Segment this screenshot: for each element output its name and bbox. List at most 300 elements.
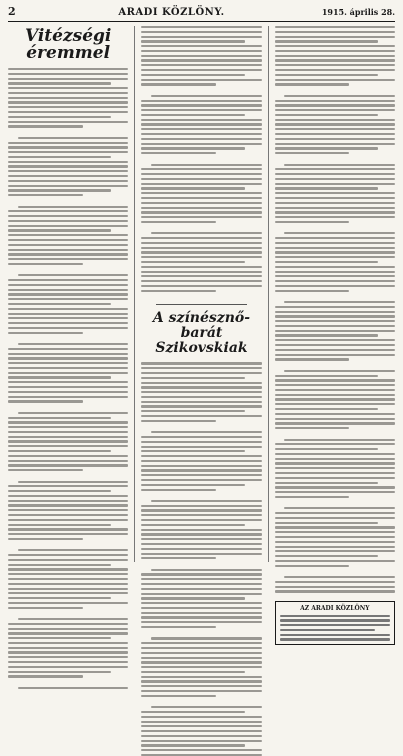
- text-line: [141, 735, 261, 737]
- paper-title: ARADI KÖZLÖNY.: [118, 7, 225, 18]
- text-line: [275, 590, 395, 592]
- paragraph-gap: [141, 631, 261, 635]
- text-line: [141, 519, 261, 521]
- text-line: [141, 489, 216, 491]
- text-line: [275, 344, 395, 346]
- text-line: [141, 529, 261, 531]
- text-line: [275, 40, 378, 42]
- article-divider: [156, 304, 247, 305]
- text-line: [8, 185, 128, 187]
- text-line: [284, 95, 395, 97]
- text-line: [141, 192, 261, 194]
- text-line: [275, 550, 395, 552]
- text-line: [8, 170, 128, 172]
- text-line: [8, 485, 128, 487]
- text-line: [275, 413, 395, 415]
- text-line: [141, 469, 261, 471]
- text-line: [275, 427, 350, 429]
- left-headline: Vitézségi éremmel: [24, 26, 112, 63]
- paragraph-gap: [275, 501, 395, 505]
- text-line: [275, 237, 395, 239]
- text-line: [8, 220, 128, 222]
- masthead: [8, 5, 395, 19]
- paragraph-gap: [8, 611, 128, 615]
- text-line: [8, 671, 111, 673]
- text-line: [141, 168, 261, 170]
- text-line: [8, 661, 128, 663]
- text-line: [141, 441, 261, 443]
- text-line: [275, 271, 395, 273]
- text-line: [275, 398, 395, 400]
- text-line: [8, 417, 111, 419]
- text-line: [8, 87, 128, 89]
- text-line: [151, 164, 262, 166]
- paragraph-gap: [275, 226, 395, 230]
- text-line: [275, 536, 395, 538]
- text-line: [141, 578, 261, 580]
- issue-date: 1915. április 28.: [321, 7, 395, 17]
- text-line: [141, 119, 261, 121]
- text-line: [18, 137, 129, 139]
- text-line: [18, 687, 129, 689]
- text-line: [8, 125, 83, 127]
- text-line: [275, 83, 350, 85]
- center-text-block-top: [141, 26, 261, 298]
- text-line: [18, 206, 129, 208]
- text-line: [8, 514, 128, 516]
- text-line: [141, 377, 244, 379]
- paragraph-gap: [141, 562, 261, 566]
- text-line: [275, 526, 395, 528]
- paragraph-gap: [275, 432, 395, 436]
- text-line: [8, 367, 128, 369]
- text-line: [275, 128, 395, 130]
- text-line: [8, 623, 128, 625]
- text-line: [275, 448, 378, 450]
- text-line: [275, 491, 395, 493]
- text-line: [8, 495, 128, 497]
- text-line: [141, 607, 261, 609]
- text-line: [8, 284, 128, 286]
- text-line: [8, 436, 128, 438]
- text-line: [141, 474, 261, 476]
- text-line: [8, 651, 128, 653]
- text-line: [141, 548, 261, 550]
- paragraph-gap: [141, 493, 261, 497]
- paragraph-gap: [275, 294, 395, 298]
- text-line: [275, 183, 395, 185]
- text-line: [8, 189, 111, 191]
- text-line: [275, 541, 395, 543]
- text-line: [275, 354, 395, 356]
- paragraph-gap: [8, 130, 128, 134]
- text-line: [141, 666, 261, 668]
- text-line: [141, 680, 261, 682]
- text-line: [141, 261, 244, 263]
- text-line: [141, 372, 261, 374]
- text-line: [8, 519, 128, 521]
- text-line: [275, 560, 395, 562]
- text-line: [141, 460, 261, 462]
- text-line: [275, 275, 395, 277]
- text-line: [8, 504, 128, 506]
- text-line: [275, 119, 395, 121]
- text-line: [8, 357, 128, 359]
- paragraph-gap: [8, 199, 128, 203]
- text-line: [8, 533, 128, 535]
- text-line: [8, 500, 128, 502]
- text-line: [141, 104, 261, 106]
- text-line: [18, 618, 129, 620]
- text-line: [8, 573, 128, 575]
- text-line: [8, 258, 128, 260]
- text-line: [284, 439, 395, 441]
- text-line: [275, 462, 395, 464]
- text-line: [141, 642, 261, 644]
- text-line: [141, 450, 244, 452]
- subscription-box-title: AZ ARADI KÖZLÖNY: [300, 604, 370, 612]
- text-line: [284, 232, 395, 234]
- text-line: [275, 512, 395, 514]
- text-line: [141, 36, 261, 38]
- text-line: [141, 391, 261, 393]
- text-line: [275, 486, 395, 488]
- text-line: [141, 211, 261, 213]
- text-line: [141, 524, 244, 526]
- text-line: [141, 740, 261, 742]
- text-line: [141, 152, 216, 154]
- text-line: [141, 280, 261, 282]
- text-line: [8, 106, 128, 108]
- text-line: [275, 247, 395, 249]
- text-line: [8, 332, 83, 334]
- text-line: [275, 330, 395, 332]
- text-line: [8, 308, 128, 310]
- text-line: [275, 192, 395, 194]
- text-line: [8, 353, 128, 355]
- text-line: [141, 593, 261, 595]
- text-line: [275, 45, 395, 47]
- text-line: [141, 197, 261, 199]
- text-line: [141, 588, 261, 590]
- text-line: [141, 420, 216, 422]
- text-line: [141, 690, 261, 692]
- text-line: [141, 685, 261, 687]
- text-line: [275, 384, 395, 386]
- text-line: [275, 256, 395, 258]
- text-line: [141, 79, 261, 81]
- text-line: [8, 111, 128, 113]
- text-line: [8, 391, 128, 393]
- text-line: [141, 749, 261, 751]
- text-line: [280, 629, 375, 631]
- subscription-box: [275, 601, 395, 645]
- text-line: [275, 389, 395, 391]
- text-line: [141, 602, 261, 604]
- paragraph-gap: [141, 425, 261, 429]
- text-line: [18, 549, 129, 551]
- text-line: [8, 215, 128, 217]
- text-line: [8, 464, 128, 466]
- text-line: [141, 216, 261, 218]
- text-line: [275, 453, 395, 455]
- text-line: [284, 301, 395, 303]
- text-line: [141, 100, 261, 102]
- text-line: [141, 744, 244, 746]
- text-line: [275, 251, 395, 253]
- text-line: [275, 531, 395, 533]
- paragraph-gap: [141, 88, 261, 92]
- text-line: [151, 95, 262, 97]
- text-line: [141, 74, 244, 76]
- text-line: [8, 298, 128, 300]
- text-line: [275, 59, 395, 61]
- text-line: [8, 78, 128, 80]
- text-line: [8, 165, 128, 167]
- text-line: [141, 114, 244, 116]
- text-line: [141, 514, 261, 516]
- text-line: [275, 143, 395, 145]
- text-line: [8, 210, 128, 212]
- text-line: [141, 251, 261, 253]
- text-line: [141, 242, 261, 244]
- text-line: [8, 151, 128, 153]
- text-line: [141, 721, 261, 723]
- text-line: [275, 261, 378, 263]
- text-line: [8, 180, 128, 182]
- text-line: [141, 367, 261, 369]
- text-line: [280, 619, 390, 621]
- text-line: [275, 187, 378, 189]
- text-line: [141, 26, 261, 28]
- text-line: [275, 211, 395, 213]
- text-line: [8, 528, 128, 530]
- text-line: [275, 320, 395, 322]
- text-line: [275, 358, 350, 360]
- text-line: [141, 597, 244, 599]
- text-line: [275, 207, 395, 209]
- text-line: [8, 455, 128, 457]
- text-line: [18, 343, 129, 345]
- text-line: [8, 121, 128, 123]
- text-line: [8, 229, 111, 231]
- subscription-box-lines: [280, 615, 390, 641]
- text-line: [8, 431, 128, 433]
- text-line: [141, 626, 216, 628]
- text-line: [8, 161, 128, 163]
- paragraph-gap: [141, 700, 261, 704]
- text-line: [8, 244, 128, 246]
- text-line: [275, 152, 350, 154]
- column-right: [268, 26, 395, 612]
- text-line: [141, 386, 261, 388]
- text-line: [280, 624, 390, 626]
- paragraph-gap: [275, 569, 395, 573]
- text-line: [141, 50, 261, 52]
- text-line: [275, 202, 395, 204]
- text-line: [141, 415, 261, 417]
- text-line: [275, 216, 395, 218]
- text-line: [141, 275, 261, 277]
- text-line: [8, 234, 128, 236]
- text-line: [8, 362, 128, 364]
- text-line: [8, 253, 128, 255]
- text-line: [141, 405, 261, 407]
- text-line: [141, 247, 261, 249]
- text-line: [275, 178, 395, 180]
- text-line: [141, 583, 261, 585]
- text-line: [8, 675, 83, 677]
- text-line: [141, 553, 261, 555]
- text-line: [141, 557, 216, 559]
- text-line: [141, 652, 261, 654]
- text-line: [141, 45, 261, 47]
- text-line: [280, 615, 390, 617]
- text-line: [275, 581, 395, 583]
- text-line: [8, 426, 128, 428]
- text-line: [275, 517, 395, 519]
- text-line: [141, 401, 261, 403]
- text-line: [275, 339, 395, 341]
- text-line: [141, 143, 261, 145]
- text-line: [8, 313, 128, 315]
- text-line: [141, 647, 261, 649]
- text-line: [141, 711, 244, 713]
- text-line: [8, 632, 128, 634]
- text-line: [284, 370, 395, 372]
- text-line: [141, 661, 261, 663]
- text-line: [141, 382, 261, 384]
- paragraph-gap: [8, 680, 128, 684]
- text-line: [8, 225, 128, 227]
- text-line: [275, 104, 395, 106]
- text-line: [8, 568, 128, 570]
- text-line: [8, 460, 128, 462]
- text-line: [275, 133, 395, 135]
- text-line: [275, 458, 395, 460]
- text-line: [151, 569, 262, 571]
- text-line: [141, 285, 261, 287]
- text-line: [8, 559, 128, 561]
- text-line: [275, 138, 395, 140]
- text-line: [275, 123, 395, 125]
- text-line: [8, 642, 128, 644]
- text-line: [275, 375, 378, 377]
- text-line: [141, 455, 261, 457]
- text-line: [8, 554, 128, 556]
- paragraph-gap: [141, 294, 261, 298]
- text-line: [275, 522, 378, 524]
- text-line: [275, 69, 395, 71]
- text-line: [141, 55, 261, 57]
- text-line: [275, 31, 395, 33]
- column-center: [134, 26, 261, 562]
- text-line: [275, 36, 395, 38]
- text-line: [141, 202, 261, 204]
- text-line: [275, 315, 395, 317]
- text-line: [275, 443, 395, 445]
- paragraph-gap: [8, 474, 128, 478]
- text-line: [275, 79, 395, 81]
- paragraph-gap: [275, 157, 395, 161]
- text-line: [141, 695, 216, 697]
- paragraph-gap: [8, 405, 128, 409]
- center-headline: A színésznő-barát Szikovskiak: [152, 310, 251, 357]
- text-line: [275, 325, 395, 327]
- paragraph-gap: [8, 336, 128, 340]
- text-line: [275, 50, 395, 52]
- text-line: [275, 586, 395, 588]
- text-line: [18, 274, 129, 276]
- paragraph-gap: [8, 543, 128, 547]
- text-line: [284, 507, 395, 509]
- text-line: [141, 612, 261, 614]
- paragraph-gap: [275, 88, 395, 92]
- text-line: [275, 197, 395, 199]
- text-line: [280, 638, 390, 640]
- paragraph-gap: [141, 226, 261, 230]
- text-line: [275, 408, 378, 410]
- text-line: [275, 280, 395, 282]
- text-line: [8, 146, 128, 148]
- text-line: [141, 109, 261, 111]
- text-line: [141, 538, 261, 540]
- text-line: [275, 477, 395, 479]
- masthead-rule: [8, 21, 395, 22]
- text-line: [151, 232, 262, 234]
- text-line: [8, 279, 128, 281]
- text-line: [141, 509, 261, 511]
- text-line: [8, 372, 128, 374]
- text-line: [141, 573, 261, 575]
- text-line: [141, 187, 244, 189]
- text-line: [8, 445, 128, 447]
- page-number: 2: [8, 5, 16, 18]
- text-line: [8, 564, 111, 566]
- text-line: [275, 467, 395, 469]
- text-line: [275, 496, 350, 498]
- text-line: [8, 588, 128, 590]
- text-line: [8, 249, 128, 251]
- text-line: [275, 394, 395, 396]
- text-line: [275, 114, 378, 116]
- text-line: [8, 289, 128, 291]
- text-line: [8, 656, 128, 658]
- text-line: [141, 725, 261, 727]
- text-line: [141, 237, 261, 239]
- text-line: [141, 730, 261, 732]
- text-line: [141, 83, 216, 85]
- text-line: [141, 716, 261, 718]
- text-line: [8, 322, 128, 324]
- text-line: [141, 410, 244, 412]
- text-line: [8, 116, 111, 118]
- text-line: [275, 285, 395, 287]
- text-line: [8, 396, 128, 398]
- text-line: [8, 293, 128, 295]
- text-line: [275, 290, 350, 292]
- text-line: [8, 97, 128, 99]
- text-line: [275, 482, 378, 484]
- text-line: [8, 317, 128, 319]
- text-line: [8, 583, 128, 585]
- text-line: [141, 173, 261, 175]
- text-line: [275, 55, 395, 57]
- text-line: [141, 290, 216, 292]
- text-line: [275, 242, 395, 244]
- text-line: [8, 628, 128, 630]
- text-line: [8, 597, 111, 599]
